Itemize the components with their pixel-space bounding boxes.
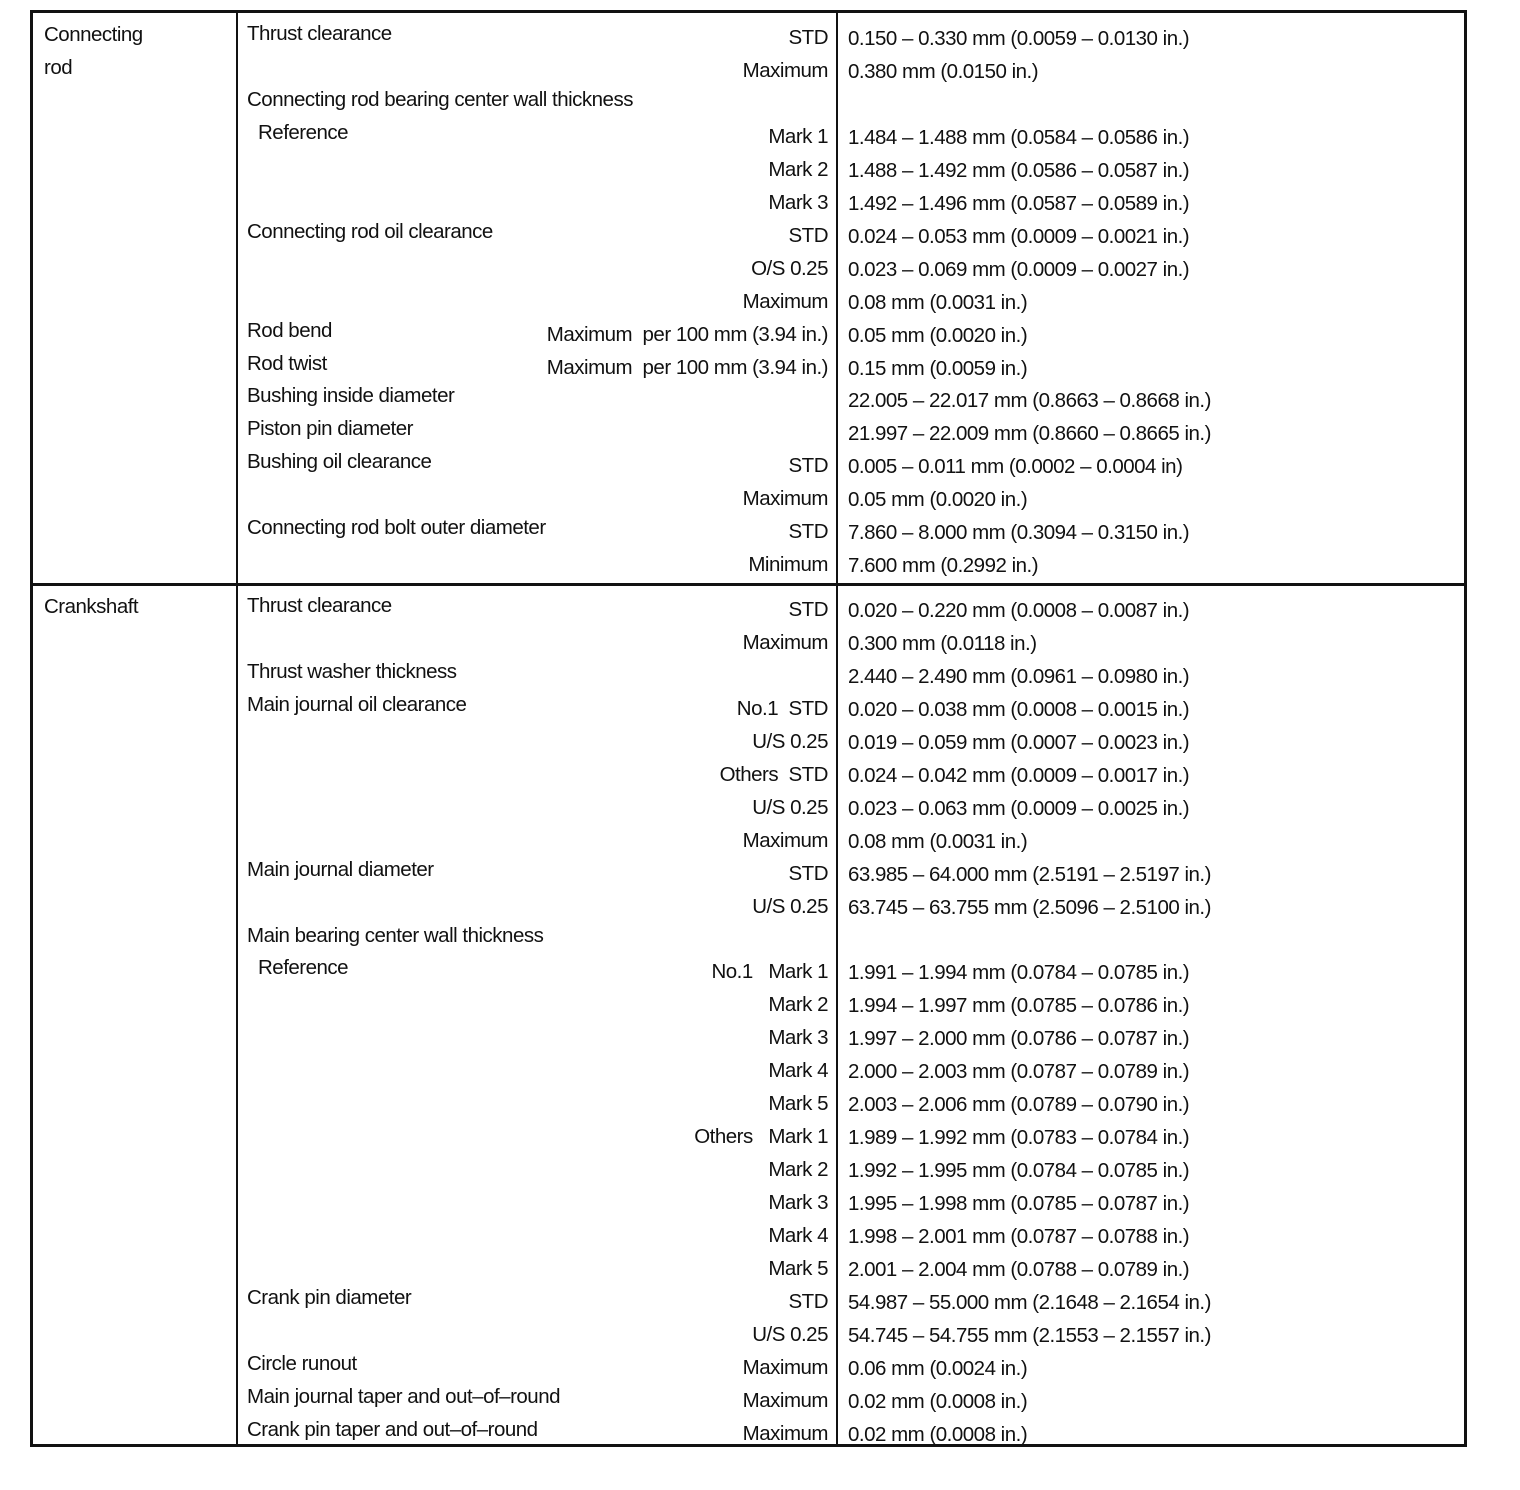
row-label: Circle runout xyxy=(247,1351,357,1375)
row-value: 54.987 – 55.000 mm (2.1648 – 2.1654 in.) xyxy=(848,1290,1211,1314)
row-value: 0.300 mm (0.0118 in.) xyxy=(848,631,1037,655)
row-condition: U/S 0.25 xyxy=(752,729,828,753)
row-condition: Mark 3 xyxy=(768,190,828,214)
row-value: 21.997 – 22.009 mm (0.8660 – 0.8665 in.) xyxy=(848,422,1211,446)
row-condition: Mark 2 xyxy=(768,1158,828,1182)
row-value: 0.05 mm (0.0020 in.) xyxy=(848,488,1028,512)
section-name: Crankshaft xyxy=(44,595,139,618)
row-value: 0.06 mm (0.0024 in.) xyxy=(848,1356,1028,1380)
row-condition: Maximum xyxy=(742,58,828,82)
row-condition: Maximum xyxy=(742,1421,828,1445)
row-condition: Mark 2 xyxy=(768,993,828,1017)
row-label: Main journal diameter xyxy=(247,857,434,881)
row-value: 1.492 – 1.496 mm (0.0587 – 0.0589 in.) xyxy=(848,191,1190,215)
row-value: 1.991 – 1.994 mm (0.0784 – 0.0785 in.) xyxy=(848,961,1190,985)
row-value: 0.023 – 0.063 mm (0.0009 – 0.0025 in.) xyxy=(848,796,1190,820)
row-condition: Minimum xyxy=(748,553,828,577)
row-label: Connecting rod oil clearance xyxy=(247,219,493,243)
column-divider-value xyxy=(836,12,838,1445)
row-condition: Maximum xyxy=(742,630,828,654)
row-condition: STD xyxy=(788,26,828,49)
row-value: 1.992 – 1.995 mm (0.0784 – 0.0785 in.) xyxy=(848,1159,1190,1183)
row-condition: No.1 Mark 1 xyxy=(711,960,828,984)
row-value: 1.484 – 1.488 mm (0.0584 – 0.0586 in.) xyxy=(848,125,1190,149)
row-value: 0.023 – 0.069 mm (0.0009 – 0.0027 in.) xyxy=(848,257,1190,281)
row-label: Crank pin taper and out–of–round xyxy=(247,1417,538,1441)
row-condition: U/S 0.25 xyxy=(752,1322,828,1346)
row-condition: Maximum per 100 mm (3.94 in.) xyxy=(546,355,828,379)
row-label: Crank pin diameter xyxy=(247,1285,412,1309)
row-condition: Maximum per 100 mm (3.94 in.) xyxy=(546,322,828,346)
row-value: 0.019 – 0.059 mm (0.0007 – 0.0023 in.) xyxy=(848,730,1190,754)
row-label: Main journal oil clearance xyxy=(247,692,467,716)
row-value: 63.745 – 63.755 mm (2.5096 – 2.5100 in.) xyxy=(848,895,1211,919)
row-value: 2.440 – 2.490 mm (0.0961 – 0.0980 in.) xyxy=(848,664,1190,688)
row-value: 0.150 – 0.330 mm (0.0059 – 0.0130 in.) xyxy=(848,27,1190,50)
row-condition: STD xyxy=(788,1289,828,1313)
row-condition: Maximum xyxy=(742,1388,828,1412)
row-value: 1.994 – 1.997 mm (0.0785 – 0.0786 in.) xyxy=(848,994,1190,1018)
row-value: 1.989 – 1.992 mm (0.0783 – 0.0784 in.) xyxy=(848,1126,1190,1150)
row-value: 63.985 – 64.000 mm (2.5191 – 2.5197 in.) xyxy=(848,862,1211,886)
row-condition: No.1 STD xyxy=(736,696,828,720)
row-label: Thrust washer thickness xyxy=(247,659,457,683)
row-condition: Mark 2 xyxy=(768,157,828,181)
row-value: 1.488 – 1.492 mm (0.0586 – 0.0587 in.) xyxy=(848,158,1190,182)
row-value: 1.997 – 2.000 mm (0.0786 – 0.0787 in.) xyxy=(848,1027,1190,1051)
section-name: Connecting rod xyxy=(44,23,143,79)
row-condition: STD xyxy=(788,598,828,621)
row-value: 0.02 mm (0.0008 in.) xyxy=(848,1389,1028,1413)
section-divider xyxy=(32,583,1465,586)
row-value: 0.05 mm (0.0020 in.) xyxy=(848,323,1028,347)
row-condition: Mark 5 xyxy=(768,1257,828,1280)
row-value: 0.08 mm (0.0031 in.) xyxy=(848,829,1028,853)
row-value: 0.15 mm (0.0059 in.) xyxy=(848,356,1028,380)
row-condition: Mark 4 xyxy=(768,1224,828,1248)
row-value: 2.003 – 2.006 mm (0.0789 – 0.0790 in.) xyxy=(848,1093,1190,1117)
row-condition: STD xyxy=(788,454,828,478)
row-condition: Maximum xyxy=(742,828,828,852)
row-label: Rod bend xyxy=(247,318,332,342)
row-value: 0.020 – 0.220 mm (0.0008 – 0.0087 in.) xyxy=(848,599,1190,622)
row-value: 1.995 – 1.998 mm (0.0785 – 0.0787 in.) xyxy=(848,1192,1190,1216)
row-condition: Mark 1 xyxy=(768,124,828,148)
row-value: 7.860 – 8.000 mm (0.3094 – 0.3150 in.) xyxy=(848,521,1190,545)
row-label: Reference xyxy=(258,120,349,144)
row-condition: U/S 0.25 xyxy=(752,894,828,918)
row-label: Connecting rod bearing center wall thickness xyxy=(247,87,633,111)
row-condition: Maximum xyxy=(742,487,828,511)
row-condition: O/S 0.25 xyxy=(751,256,828,280)
row-condition: STD xyxy=(788,223,828,247)
row-label: Rod twist xyxy=(247,351,327,375)
row-value: 0.024 – 0.042 mm (0.0009 – 0.0017 in.) xyxy=(848,763,1190,787)
row-value: 22.005 – 22.017 mm (0.8663 – 0.8668 in.) xyxy=(848,389,1211,413)
row-condition: STD xyxy=(788,861,828,885)
row-value: 0.380 mm (0.0150 in.) xyxy=(848,59,1039,83)
table-border xyxy=(30,10,1467,1447)
row-condition: U/S 0.25 xyxy=(752,795,828,819)
row-value: 0.005 – 0.011 mm (0.0002 – 0.0004 in) xyxy=(848,455,1183,479)
row-label: Connecting rod bolt outer diameter xyxy=(247,516,546,540)
row-condition: STD xyxy=(788,520,828,544)
row-condition: Mark 3 xyxy=(768,1026,828,1050)
row-value: 1.998 – 2.001 mm (0.0787 – 0.0788 in.) xyxy=(848,1225,1190,1249)
row-value: 0.08 mm (0.0031 in.) xyxy=(848,290,1028,314)
row-label: Reference xyxy=(258,956,349,980)
row-value: 0.02 mm (0.0008 in.) xyxy=(848,1422,1028,1446)
row-value: 0.020 – 0.038 mm (0.0008 – 0.0015 in.) xyxy=(848,697,1190,721)
row-condition: Others Mark 1 xyxy=(694,1125,828,1149)
row-condition: Mark 4 xyxy=(768,1059,828,1083)
row-value: 7.600 mm (0.2992 in.) xyxy=(848,554,1039,578)
row-condition: Others STD xyxy=(719,762,828,786)
row-label: Main bearing center wall thickness xyxy=(247,923,544,947)
row-value: 0.024 – 0.053 mm (0.0009 – 0.0021 in.) xyxy=(848,224,1190,248)
row-condition: Maximum xyxy=(742,289,828,313)
row-label: Thrust clearance xyxy=(247,22,392,45)
row-label: Piston pin diameter xyxy=(247,417,413,441)
row-condition: Mark 3 xyxy=(768,1191,828,1215)
row-condition: Maximum xyxy=(742,1355,828,1379)
row-label: Main journal taper and out–of–round xyxy=(247,1384,561,1408)
row-value: 54.745 – 54.755 mm (2.1553 – 2.1557 in.) xyxy=(848,1323,1211,1347)
row-value: 2.001 – 2.004 mm (0.0788 – 0.0789 in.) xyxy=(848,1258,1190,1281)
row-label: Bushing inside diameter xyxy=(247,384,455,408)
column-divider-section xyxy=(236,12,238,1445)
row-value: 2.000 – 2.003 mm (0.0787 – 0.0789 in.) xyxy=(848,1060,1190,1084)
row-condition: Mark 5 xyxy=(768,1092,828,1116)
row-label: Bushing oil clearance xyxy=(247,450,432,474)
row-label: Thrust clearance xyxy=(247,594,392,617)
